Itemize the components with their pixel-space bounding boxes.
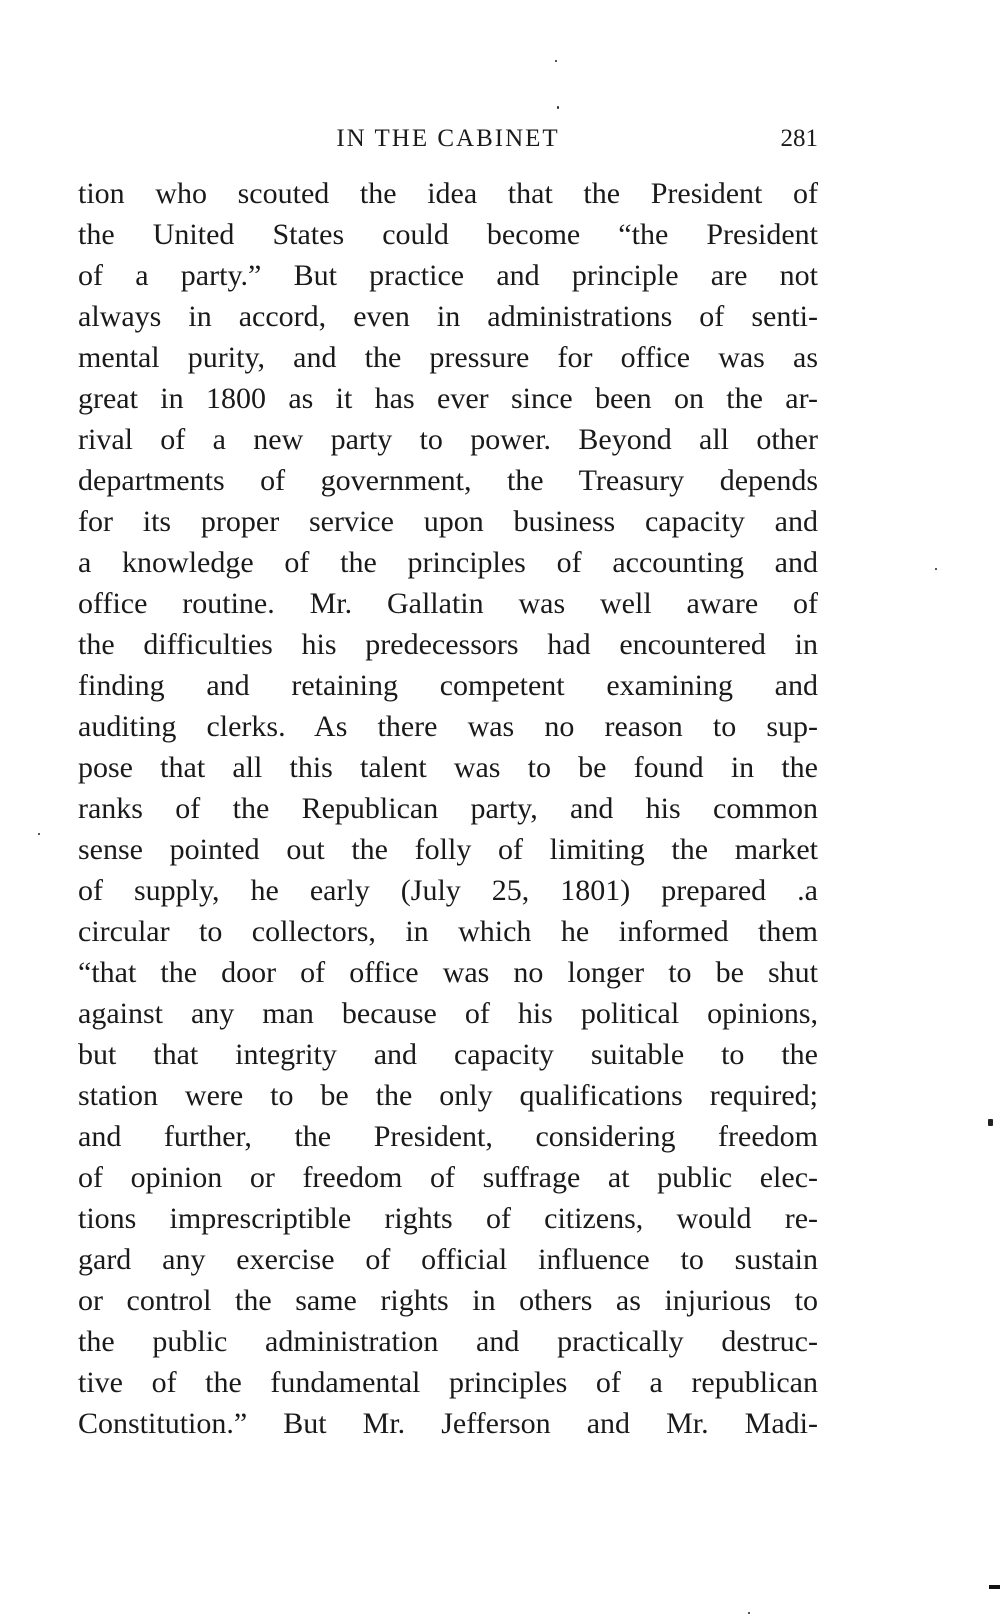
text-line: rival of a new party to power. Beyond all other [78, 423, 818, 456]
text-line: gard any exercise of official influence to sustain [78, 1243, 818, 1276]
text-line: ranks of the Republican party, and his common [78, 792, 818, 825]
text-line: a knowledge of the principles of accounting and [78, 546, 818, 579]
scan-speck [988, 1119, 993, 1126]
text-line: office routine. Mr. Gallatin was well aware of [78, 587, 818, 620]
text-line: sense pointed out the folly of limiting the market [78, 833, 818, 866]
text-line: of supply, he early (July 25, 1801) prepared .a [78, 874, 818, 907]
text-line: and further, the President, considering freedom [78, 1120, 818, 1153]
text-line: auditing clerks. As there was no reason to sup- [78, 710, 818, 743]
text-line: of opinion or freedom of suffrage at public elec- [78, 1161, 818, 1194]
scan-speck [935, 568, 937, 570]
text-line: finding and retaining competent examining and [78, 669, 818, 702]
edge-mark [989, 1585, 1000, 1589]
text-line: tion who scouted the idea that the President of [78, 177, 818, 210]
text-line: the difficulties his predecessors had encountered in [78, 628, 818, 661]
text-line: or control the same rights in others as injurious to [78, 1284, 818, 1317]
text-line: tions imprescriptible rights of citizens, would re- [78, 1202, 818, 1235]
text-line: station were to be the only qualifications required; [78, 1079, 818, 1112]
text-line: the public administration and practically destruc- [78, 1325, 818, 1358]
running-title: IN THE CABINET [336, 125, 560, 152]
running-head [78, 119, 818, 159]
text-line: but that integrity and capacity suitable to the [78, 1038, 818, 1071]
scan-speck [748, 1612, 750, 1614]
text-line: tive of the fundamental principles of a republican [78, 1366, 818, 1399]
text-line: the United States could become “the President [78, 218, 818, 251]
text-line: mental purity, and the pressure for office was as [78, 341, 818, 374]
text-line: departments of government, the Treasury depends [78, 464, 818, 497]
text-line: “that the door of office was no longer to be shut [78, 956, 818, 989]
text-line: pose that all this talent was to be found in the [78, 751, 818, 784]
text-line: against any man because of his political opinions, [78, 997, 818, 1030]
text-line: for its proper service upon business capacity and [78, 505, 818, 538]
text-line: great in 1800 as it has ever since been on the ar- [78, 382, 818, 415]
text-line: of a party.” But practice and principle are not [78, 259, 818, 292]
scan-speck [38, 833, 40, 835]
text-line: Constitution.” But Mr. Jefferson and Mr. Madi- [78, 1407, 818, 1440]
body-text [78, 173, 818, 1444]
text-line: circular to collectors, in which he informed them [78, 915, 818, 948]
page-number: 281 [780, 125, 818, 152]
scan-speck [555, 60, 557, 62]
scan-speck [557, 106, 559, 109]
text-line: always in accord, even in administrations of senti- [78, 300, 818, 333]
